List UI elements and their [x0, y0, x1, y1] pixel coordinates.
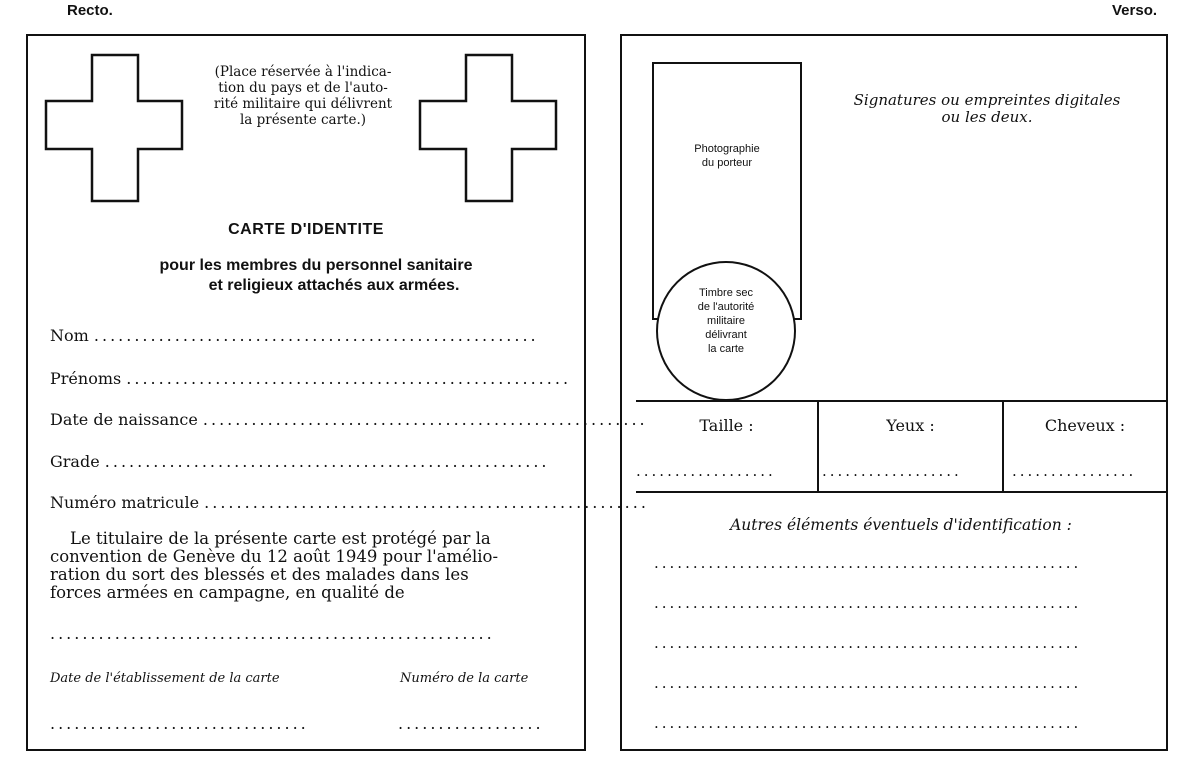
- photo-label: [652, 142, 802, 170]
- photo-label-line: Photographie: [694, 143, 760, 155]
- field-label: Nom: [50, 326, 89, 345]
- field-autres[interactable]: .......................................................: [654, 554, 1082, 572]
- paragraph-line: ration du sort des blessés et des malades dans les: [50, 565, 469, 584]
- numero-carte-label: Numéro de la carte: [400, 671, 529, 686]
- divider-top: [636, 400, 1166, 402]
- place-note-line: tion du pays et de l'auto-: [218, 80, 388, 96]
- place-note: [168, 64, 438, 128]
- field-numero-carte[interactable]: ..................: [398, 714, 544, 733]
- field-prenoms[interactable]: Prénoms .......................................................: [50, 369, 572, 388]
- field-date-naissance[interactable]: Date de naissance .......................................................: [50, 410, 648, 429]
- paragraph-line: forces armées en campagne, en qualité de: [50, 583, 405, 602]
- field-autres[interactable]: .......................................................: [654, 674, 1082, 692]
- field-qualite[interactable]: .......................................................: [50, 624, 495, 643]
- signatures-line: Signatures ou empreintes digitales: [853, 91, 1121, 109]
- field-yeux[interactable]: ..................: [822, 462, 962, 480]
- field-label: Grade: [50, 452, 100, 471]
- recto-header: Recto.: [67, 2, 113, 19]
- paragraph-line: convention de Genève du 12 août 1949 pour l'amélio-: [50, 547, 499, 566]
- place-note-line: rité militaire qui délivrent: [213, 96, 393, 112]
- divider-bottom: [636, 491, 1166, 493]
- stamp-label-line: Timbre sec: [699, 287, 753, 299]
- field-autres[interactable]: .......................................................: [654, 714, 1082, 732]
- field-date-etablissement[interactable]: ................................: [50, 714, 309, 733]
- field-autres[interactable]: .......................................................: [654, 594, 1082, 612]
- field-label: Date de naissance: [50, 410, 198, 429]
- recto-card: [26, 34, 649, 751]
- subtitle-line: et religieux attachés aux armées.: [208, 277, 460, 294]
- subtitle-line: pour les membres du personnel sanitaire: [159, 257, 473, 274]
- red-cross-left-icon: [44, 53, 184, 203]
- cheveux-label: Cheveux :: [1044, 416, 1126, 435]
- taille-label: Taille :: [699, 416, 754, 435]
- protection-paragraph: [50, 530, 570, 602]
- field-numero-matricule[interactable]: Numéro matricule .......................................................: [50, 493, 649, 512]
- paragraph-line: Le titulaire de la présente carte est protégé par la: [70, 529, 491, 548]
- stamp-label-line: militaire: [707, 315, 745, 327]
- place-note-line: (Place réservée à l'indica-: [214, 64, 392, 80]
- place-note-line: la présente carte.): [239, 112, 367, 128]
- field-taille[interactable]: ..................: [636, 462, 776, 480]
- field-autres[interactable]: .......................................................: [654, 634, 1082, 652]
- field-label: Numéro matricule: [50, 493, 200, 512]
- stamp-label-line: la carte: [707, 343, 745, 355]
- card-title: CARTE D'IDENTITE: [228, 221, 384, 238]
- field-label: Prénoms: [50, 369, 122, 388]
- autres-label: Autres éléments éventuels d'identification :: [730, 516, 1072, 534]
- signatures-line: ou les deux.: [941, 108, 1033, 126]
- red-cross-right-icon: [418, 53, 558, 203]
- verso-header: Verso.: [1112, 2, 1158, 19]
- field-cheveux[interactable]: ................: [1012, 462, 1137, 480]
- verso-card: [620, 34, 1168, 751]
- stamp-label-line: délivrant: [705, 329, 747, 341]
- photo-label-line: du porteur: [701, 157, 753, 169]
- stamp-label-line: de l'autorité: [697, 301, 755, 313]
- field-grade[interactable]: Grade .......................................................: [50, 452, 550, 471]
- date-etablissement-label: Date de l'établissement de la carte: [50, 671, 280, 686]
- stamp-label: [656, 286, 796, 356]
- card-subtitle: [28, 256, 584, 296]
- field-nom[interactable]: Nom .......................................................: [50, 326, 539, 345]
- yeux-label: Yeux :: [886, 416, 935, 435]
- signatures-label: [822, 92, 1152, 126]
